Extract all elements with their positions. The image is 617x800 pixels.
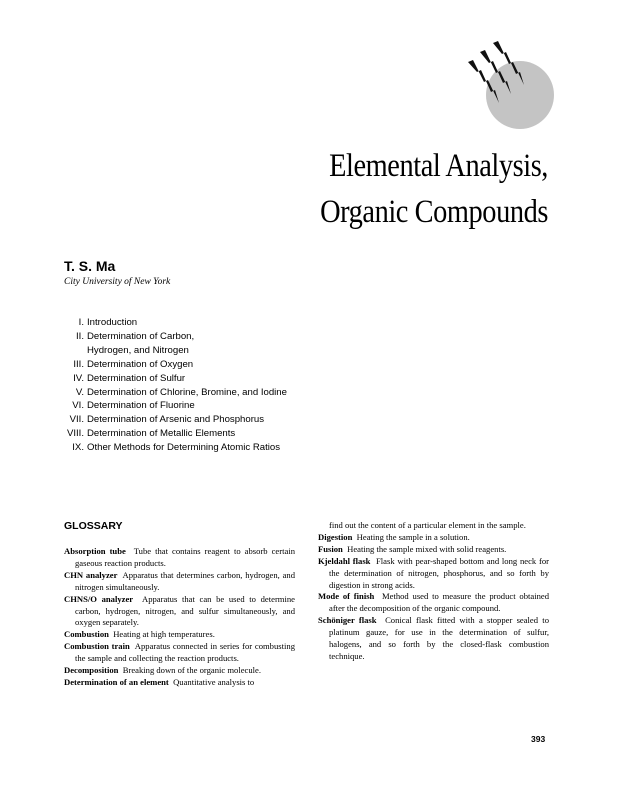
toc-text: Determination of Fluorine xyxy=(87,400,195,412)
glossary-entry xyxy=(64,665,295,677)
glossary-term: Combustion train xyxy=(64,641,130,652)
glossary-term: Kjeldahl flask xyxy=(318,555,371,566)
toc-item xyxy=(58,358,358,372)
toc-text: Determination of Metallic Elements xyxy=(87,428,236,440)
toc-text: Determination of Sulfur xyxy=(87,372,186,384)
glossary-entry xyxy=(64,641,295,665)
glossary-entry xyxy=(318,544,549,556)
glossary-entry xyxy=(64,570,295,594)
glossary-term: Fusion xyxy=(318,543,343,554)
toc-text: Other Methods for Determining Atomic Ratios xyxy=(87,442,281,454)
glossary-definition: Apparatus that determines carbon, hydrogen, and nitrogen simultaneously. xyxy=(75,569,296,592)
toc-number: VI. xyxy=(72,400,84,412)
glossary-definition-continued: find out the content of a particular element in the sample. xyxy=(329,520,526,530)
toc-text: Determination of Chlorine, Bromine, and Iodine xyxy=(87,386,287,398)
page-number: 393 xyxy=(531,734,546,744)
glossary-column-left xyxy=(64,546,295,689)
toc-number: V. xyxy=(75,386,84,398)
toc-text: Determination of Oxygen xyxy=(87,358,194,370)
toc-text: Determination of Carbon, xyxy=(87,330,195,342)
toc-text-continued: Hydrogen, and Nitrogen xyxy=(87,344,189,356)
glossary-term: Mode of finish xyxy=(318,591,375,602)
chapter-title-line2: Organic Compounds xyxy=(320,194,548,230)
glossary-definition: Breaking down of the organic molecule. xyxy=(122,665,261,676)
toc-item xyxy=(58,399,358,413)
glossary-term: CHN analyzer xyxy=(64,569,118,580)
glossary-entry xyxy=(318,556,549,592)
toc-item xyxy=(58,386,358,400)
glossary-column-right xyxy=(318,520,549,663)
glossary-entry xyxy=(64,629,295,641)
glossary-heading: GLOSSARY xyxy=(64,520,123,532)
glossary-entry xyxy=(318,591,549,615)
glossary-entry xyxy=(64,677,295,689)
chapter-title-line1: Elemental Analysis, xyxy=(329,148,548,184)
toc-item xyxy=(58,441,358,455)
glossary-definition: Apparatus that can be used to determine carbon, hydrogen, nitrogen, and sulfur simultaneously, and oxygen separately. xyxy=(75,593,295,628)
glossary-term: CHNS/O analyzer xyxy=(64,593,134,604)
toc-item xyxy=(58,413,358,427)
glossary-definition: Quantitative analysis to xyxy=(173,676,255,687)
glossary-term: Digestion xyxy=(318,531,353,542)
toc-number: IV. xyxy=(73,372,84,384)
author-name: T. S. Ma xyxy=(64,258,116,274)
toc-item xyxy=(58,372,358,386)
toc-number: VII. xyxy=(69,414,84,426)
glossary-definition: Heating the sample in a solution. xyxy=(356,531,470,542)
toc-item xyxy=(58,427,358,441)
glossary-term: Absorption tube xyxy=(64,546,126,556)
toc-number: I. xyxy=(78,317,84,328)
toc-item xyxy=(58,330,358,358)
glossary-entry xyxy=(318,532,549,544)
toc-number: III. xyxy=(73,358,84,370)
glossary-term: Decomposition xyxy=(64,665,119,676)
glossary-term: Determination of an element xyxy=(64,676,169,687)
glossary-definition: Conical flask fitted with a stopper sealed to platinum gauze, for use in the determination of sulfur, halogens, and so forth by the closed-flask combustion technique. xyxy=(329,615,549,661)
table-of-contents xyxy=(58,316,358,455)
toc-text: Determination of Arsenic and Phosphorus xyxy=(87,414,265,426)
glossary-entry xyxy=(64,594,295,630)
toc-item xyxy=(58,316,358,330)
toc-text: Introduction xyxy=(87,317,138,328)
toc-number: II. xyxy=(76,330,84,342)
glossary-term: Schöniger flask xyxy=(318,615,377,626)
glossary-definition: Method used to measure the product obtained after the decomposition of the organic compound. xyxy=(329,591,550,614)
chapter-title xyxy=(320,143,548,235)
glossary-definition: Apparatus connected in series for combusting the sample and collecting the reaction products. xyxy=(75,641,295,664)
glossary-entry xyxy=(318,615,549,663)
glossary-term: Combustion xyxy=(64,629,109,640)
glossary-definition: Heating the sample mixed with solid reagents. xyxy=(347,543,507,554)
chapter-logo-icon xyxy=(462,40,554,130)
glossary-definition: Heating at high temperatures. xyxy=(113,629,215,640)
toc-number: VIII. xyxy=(66,428,84,440)
glossary-definition: Tube that contains reagent to absorb certain gaseous reaction products. xyxy=(75,546,295,568)
toc-number: IX. xyxy=(72,442,84,454)
glossary-definition: Flask with pear-shaped bottom and long neck for the determination of nitrogen, phosphorus, and so forth by digestion in strong acids. xyxy=(329,555,550,590)
author-affiliation: City University of New York xyxy=(64,277,171,287)
glossary-entry xyxy=(64,546,295,570)
